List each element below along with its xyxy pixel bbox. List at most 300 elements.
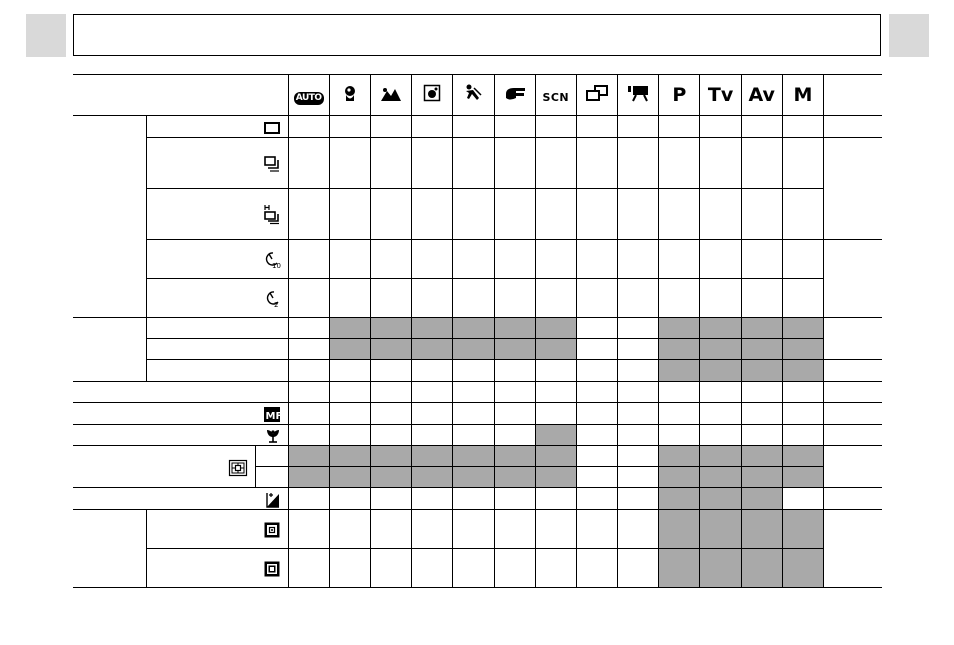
table-cell — [741, 382, 782, 403]
table-cell — [535, 488, 576, 510]
table-cell — [412, 549, 453, 588]
shaded-cell — [535, 339, 576, 360]
table-cell — [412, 488, 453, 510]
table-cell — [576, 240, 617, 279]
table-cell — [370, 488, 411, 510]
manual-focus-icon — [264, 407, 280, 422]
landscape-icon — [381, 87, 401, 101]
table-cell — [618, 425, 659, 446]
table-cell — [576, 425, 617, 446]
table-cell — [618, 510, 659, 549]
table-cell — [329, 549, 370, 588]
table-cell — [288, 279, 329, 318]
table-row-af-frame-1 — [73, 446, 882, 467]
shaded-cell — [782, 339, 823, 360]
notes-header-cell — [824, 75, 882, 116]
table-cell — [659, 382, 700, 403]
mode-portrait-header — [329, 75, 370, 116]
portrait-icon — [341, 84, 359, 102]
table-cell — [370, 189, 411, 240]
table-cell — [370, 360, 411, 382]
table-cell — [576, 403, 617, 425]
table-cell — [370, 240, 411, 279]
scn-mode-label: SCN — [542, 90, 570, 104]
table-cell — [659, 116, 700, 138]
table-cell — [453, 488, 494, 510]
table-cell — [453, 279, 494, 318]
table-cell — [370, 425, 411, 446]
row-label-single-shot — [146, 116, 288, 138]
table-cell — [494, 403, 535, 425]
table-row-macro — [73, 425, 882, 446]
table-cell — [618, 279, 659, 318]
special-scene-icon — [504, 87, 526, 101]
m-mode-label: M — [793, 83, 813, 106]
shaded-cell — [535, 446, 576, 467]
notes-cell — [824, 488, 882, 510]
table-cell — [576, 318, 617, 339]
table-cell — [741, 403, 782, 425]
shaded-cell — [329, 467, 370, 488]
p-mode-label: P — [672, 83, 687, 106]
shaded-cell — [494, 467, 535, 488]
table-cell — [782, 189, 823, 240]
row-label-continuous — [146, 138, 288, 189]
shaded-cell — [741, 360, 782, 382]
table-cell — [535, 138, 576, 189]
table-cell — [576, 510, 617, 549]
table-cell — [576, 360, 617, 382]
shaded-cell — [741, 510, 782, 549]
table-cell — [535, 189, 576, 240]
mode-header-row — [73, 75, 882, 116]
mode-special-scene-header — [494, 75, 535, 116]
table-cell — [741, 189, 782, 240]
table-cell — [700, 138, 741, 189]
shaded-cell — [412, 339, 453, 360]
shaded-cell — [494, 318, 535, 339]
table-cell — [741, 425, 782, 446]
table-cell — [288, 549, 329, 588]
row-label-self-timer-10s — [146, 240, 288, 279]
table-cell — [659, 240, 700, 279]
table-cell — [659, 189, 700, 240]
table-cell — [453, 116, 494, 138]
table-cell — [618, 446, 659, 467]
table-cell — [659, 403, 700, 425]
table-row-flash-2 — [73, 339, 882, 360]
mode-av-header — [741, 75, 782, 116]
af-frame-icon — [229, 460, 247, 476]
table-cell — [329, 279, 370, 318]
single-shot-icon — [264, 122, 280, 134]
shaded-cell — [659, 488, 700, 510]
table-cell — [494, 189, 535, 240]
table-cell — [494, 138, 535, 189]
row-label-high-speed-continuous — [146, 189, 288, 240]
mode-p-header — [659, 75, 700, 116]
shaded-cell — [659, 467, 700, 488]
table-cell — [741, 116, 782, 138]
shaded-cell — [782, 446, 823, 467]
notes-cell — [824, 240, 882, 318]
shaded-cell — [782, 549, 823, 588]
table-cell — [535, 403, 576, 425]
table-cell — [288, 360, 329, 382]
metering-group-cell — [73, 510, 146, 588]
table-cell — [576, 446, 617, 467]
table-cell — [700, 240, 741, 279]
shaded-cell — [700, 510, 741, 549]
table-cell — [700, 403, 741, 425]
table-cell — [370, 279, 411, 318]
table-cell — [453, 382, 494, 403]
table-cell — [329, 189, 370, 240]
av-mode-label: Av — [748, 83, 775, 106]
table-cell — [741, 279, 782, 318]
table-cell — [453, 240, 494, 279]
shaded-cell — [370, 339, 411, 360]
shaded-cell — [453, 339, 494, 360]
table-cell — [494, 240, 535, 279]
mode-landscape-header — [370, 75, 411, 116]
table-cell — [288, 488, 329, 510]
shaded-cell — [329, 339, 370, 360]
table-cell — [370, 403, 411, 425]
table-cell — [659, 279, 700, 318]
af-sub-label-1 — [256, 446, 288, 467]
table-cell — [412, 403, 453, 425]
shaded-cell — [700, 488, 741, 510]
self-timer-2s-icon — [266, 290, 280, 308]
table-cell — [700, 425, 741, 446]
high-speed-continuous-icon — [264, 204, 280, 224]
table-cell — [618, 116, 659, 138]
shaded-cell — [659, 318, 700, 339]
shaded-cell — [741, 549, 782, 588]
table-cell — [329, 403, 370, 425]
shaded-cell — [700, 467, 741, 488]
table-cell — [288, 240, 329, 279]
table-cell — [494, 549, 535, 588]
table-cell — [618, 467, 659, 488]
table-cell — [370, 382, 411, 403]
stitch-assist-icon — [586, 85, 608, 101]
table-cell — [412, 279, 453, 318]
table-cell — [659, 425, 700, 446]
row-label-flash-2 — [146, 339, 288, 360]
table-cell — [618, 339, 659, 360]
row-label-center-weighted-metering — [146, 510, 288, 549]
notes-cell — [824, 138, 882, 240]
table-cell — [576, 279, 617, 318]
table-cell — [535, 382, 576, 403]
row-label-flash-3 — [146, 360, 288, 382]
table-cell — [782, 138, 823, 189]
shaded-cell — [535, 467, 576, 488]
shaded-cell — [288, 446, 329, 467]
table-cell — [618, 240, 659, 279]
table-row-high-speed-continuous — [73, 189, 882, 240]
mode-auto-header — [288, 75, 329, 116]
table-cell — [576, 488, 617, 510]
row-label-evaluative-metering — [146, 549, 288, 588]
shaded-cell — [370, 318, 411, 339]
table-cell — [370, 138, 411, 189]
table-row-self-timer-2s — [73, 279, 882, 318]
table-row-manual-focus — [73, 403, 882, 425]
table-cell — [618, 488, 659, 510]
table-cell — [412, 240, 453, 279]
table-cell — [453, 360, 494, 382]
shaded-cell — [453, 318, 494, 339]
shaded-cell — [700, 318, 741, 339]
table-cell — [329, 138, 370, 189]
table-cell — [618, 318, 659, 339]
table-cell — [782, 488, 823, 510]
table-cell — [453, 403, 494, 425]
table-row-continuous — [73, 138, 882, 189]
table-cell — [618, 360, 659, 382]
table-cell — [576, 549, 617, 588]
function-availability-table — [73, 74, 882, 588]
table-cell — [618, 549, 659, 588]
shaded-cell — [659, 339, 700, 360]
table-cell — [618, 138, 659, 189]
notes-cell — [824, 382, 882, 403]
row-label-af-frame — [73, 446, 256, 488]
table-cell — [535, 549, 576, 588]
table-cell — [453, 138, 494, 189]
table-cell — [700, 279, 741, 318]
center-weighted-metering-icon — [264, 522, 280, 538]
table-cell — [412, 138, 453, 189]
table-cell — [700, 382, 741, 403]
table-cell — [288, 138, 329, 189]
shaded-cell — [288, 467, 329, 488]
table-cell — [782, 240, 823, 279]
shaded-cell — [741, 339, 782, 360]
notes-cell — [824, 425, 882, 446]
table-row-flash-3 — [73, 360, 882, 382]
night-scene-icon — [424, 85, 440, 101]
table-cell — [453, 189, 494, 240]
shaded-cell — [535, 318, 576, 339]
table-cell — [535, 116, 576, 138]
table-cell — [412, 116, 453, 138]
notes-cell — [824, 360, 882, 382]
mode-scn-header — [535, 75, 576, 116]
table-cell — [288, 403, 329, 425]
table-cell — [782, 382, 823, 403]
table-cell — [741, 240, 782, 279]
page-title-box — [73, 14, 881, 56]
shaded-cell — [782, 360, 823, 382]
shaded-cell — [741, 318, 782, 339]
auto-mode-label: AUTO — [295, 93, 322, 103]
mode-m-header — [782, 75, 823, 116]
row-label-manual-focus — [73, 403, 288, 425]
table-cell — [329, 360, 370, 382]
shaded-cell — [700, 446, 741, 467]
macro-icon — [266, 429, 280, 443]
shaded-cell — [370, 446, 411, 467]
table-cell — [576, 138, 617, 189]
svg-text:10: 10 — [271, 261, 281, 270]
shaded-cell — [412, 467, 453, 488]
shaded-cell — [741, 446, 782, 467]
table-cell — [494, 382, 535, 403]
shaded-cell — [782, 510, 823, 549]
table-cell — [535, 360, 576, 382]
table-cell — [494, 425, 535, 446]
svg-text:2: 2 — [273, 300, 279, 309]
table-cell — [576, 382, 617, 403]
table-cell — [288, 339, 329, 360]
function-availability-table-wrapper — [73, 74, 882, 588]
table-cell — [412, 425, 453, 446]
table-row-plain — [73, 382, 882, 403]
af-sub-label-2 — [256, 467, 288, 488]
shaded-cell — [782, 318, 823, 339]
table-cell — [576, 467, 617, 488]
table-row-self-timer-10s — [73, 240, 882, 279]
table-row-center-weighted-metering — [73, 510, 882, 549]
self-timer-10s-icon — [264, 251, 280, 269]
table-cell — [700, 189, 741, 240]
table-cell — [782, 403, 823, 425]
row-label-plain — [73, 382, 288, 403]
shaded-cell — [659, 446, 700, 467]
table-cell — [618, 382, 659, 403]
table-cell — [494, 116, 535, 138]
table-cell — [494, 488, 535, 510]
table-cell — [288, 116, 329, 138]
table-cell — [782, 279, 823, 318]
table-cell — [494, 360, 535, 382]
shaded-cell — [494, 339, 535, 360]
table-cell — [370, 549, 411, 588]
page-tab-left — [26, 14, 66, 57]
table-cell — [370, 510, 411, 549]
table-cell — [576, 189, 617, 240]
notes-cell — [824, 403, 882, 425]
table-cell — [412, 189, 453, 240]
table-cell — [782, 116, 823, 138]
shaded-cell — [329, 318, 370, 339]
shaded-cell — [370, 467, 411, 488]
table-cell — [535, 240, 576, 279]
table-cell — [700, 116, 741, 138]
table-cell — [741, 138, 782, 189]
tv-mode-label: Tv — [707, 83, 734, 106]
row-label-self-timer-2s — [146, 279, 288, 318]
continuous-shooting-icon — [264, 156, 280, 172]
shaded-cell — [782, 467, 823, 488]
shaded-cell — [412, 318, 453, 339]
table-cell — [370, 116, 411, 138]
table-cell — [412, 360, 453, 382]
movie-icon — [627, 84, 649, 102]
table-cell — [576, 116, 617, 138]
mode-stitch-assist-header — [576, 75, 617, 116]
exposure-compensation-icon — [266, 492, 280, 508]
table-cell — [329, 510, 370, 549]
notes-cell — [824, 446, 882, 488]
notes-cell — [824, 116, 882, 138]
table-cell — [329, 116, 370, 138]
shaded-cell — [494, 446, 535, 467]
shaded-cell — [412, 446, 453, 467]
table-cell — [659, 138, 700, 189]
shaded-cell — [700, 549, 741, 588]
svg-text:MF: MF — [265, 411, 282, 422]
row-label-macro — [73, 425, 288, 446]
shaded-cell — [741, 467, 782, 488]
notes-cell — [824, 318, 882, 360]
table-cell — [329, 488, 370, 510]
table-cell — [288, 425, 329, 446]
shaded-cell — [659, 360, 700, 382]
table-cell — [535, 510, 576, 549]
mode-night-scene-header — [412, 75, 453, 116]
mode-tv-header — [700, 75, 741, 116]
table-cell — [618, 189, 659, 240]
table-cell — [329, 425, 370, 446]
table-row-evaluative-metering — [73, 549, 882, 588]
table-cell — [412, 382, 453, 403]
mode-sports-header — [453, 75, 494, 116]
table-row-exposure-compensation — [73, 488, 882, 510]
table-cell — [288, 318, 329, 339]
mode-movie-header — [618, 75, 659, 116]
notes-cell — [824, 510, 882, 588]
sports-icon — [463, 84, 483, 102]
table-cell — [288, 189, 329, 240]
row-label-exposure-compensation — [73, 488, 288, 510]
table-cell — [782, 425, 823, 446]
shaded-cell — [535, 425, 576, 446]
table-cell — [494, 510, 535, 549]
shaded-cell — [659, 549, 700, 588]
shaded-cell — [329, 446, 370, 467]
page-tab-right — [889, 14, 929, 57]
table-cell — [329, 240, 370, 279]
header-corner-cell — [73, 75, 288, 116]
table-cell — [453, 510, 494, 549]
table-cell — [288, 510, 329, 549]
table-row-flash-1 — [73, 318, 882, 339]
shaded-cell — [700, 339, 741, 360]
table-cell — [576, 339, 617, 360]
shaded-cell — [659, 510, 700, 549]
shaded-cell — [741, 488, 782, 510]
table-cell — [618, 403, 659, 425]
shaded-cell — [700, 360, 741, 382]
flash-group-cell — [73, 318, 146, 382]
table-row-single-shot — [73, 116, 882, 138]
table-cell — [453, 425, 494, 446]
table-cell — [412, 510, 453, 549]
evaluative-metering-icon — [264, 561, 280, 577]
table-cell — [535, 279, 576, 318]
table-cell — [329, 382, 370, 403]
row-label-flash-1 — [146, 318, 288, 339]
shaded-cell — [453, 446, 494, 467]
shaded-cell — [453, 467, 494, 488]
table-cell — [288, 382, 329, 403]
drive-mode-group-cell — [73, 116, 146, 318]
